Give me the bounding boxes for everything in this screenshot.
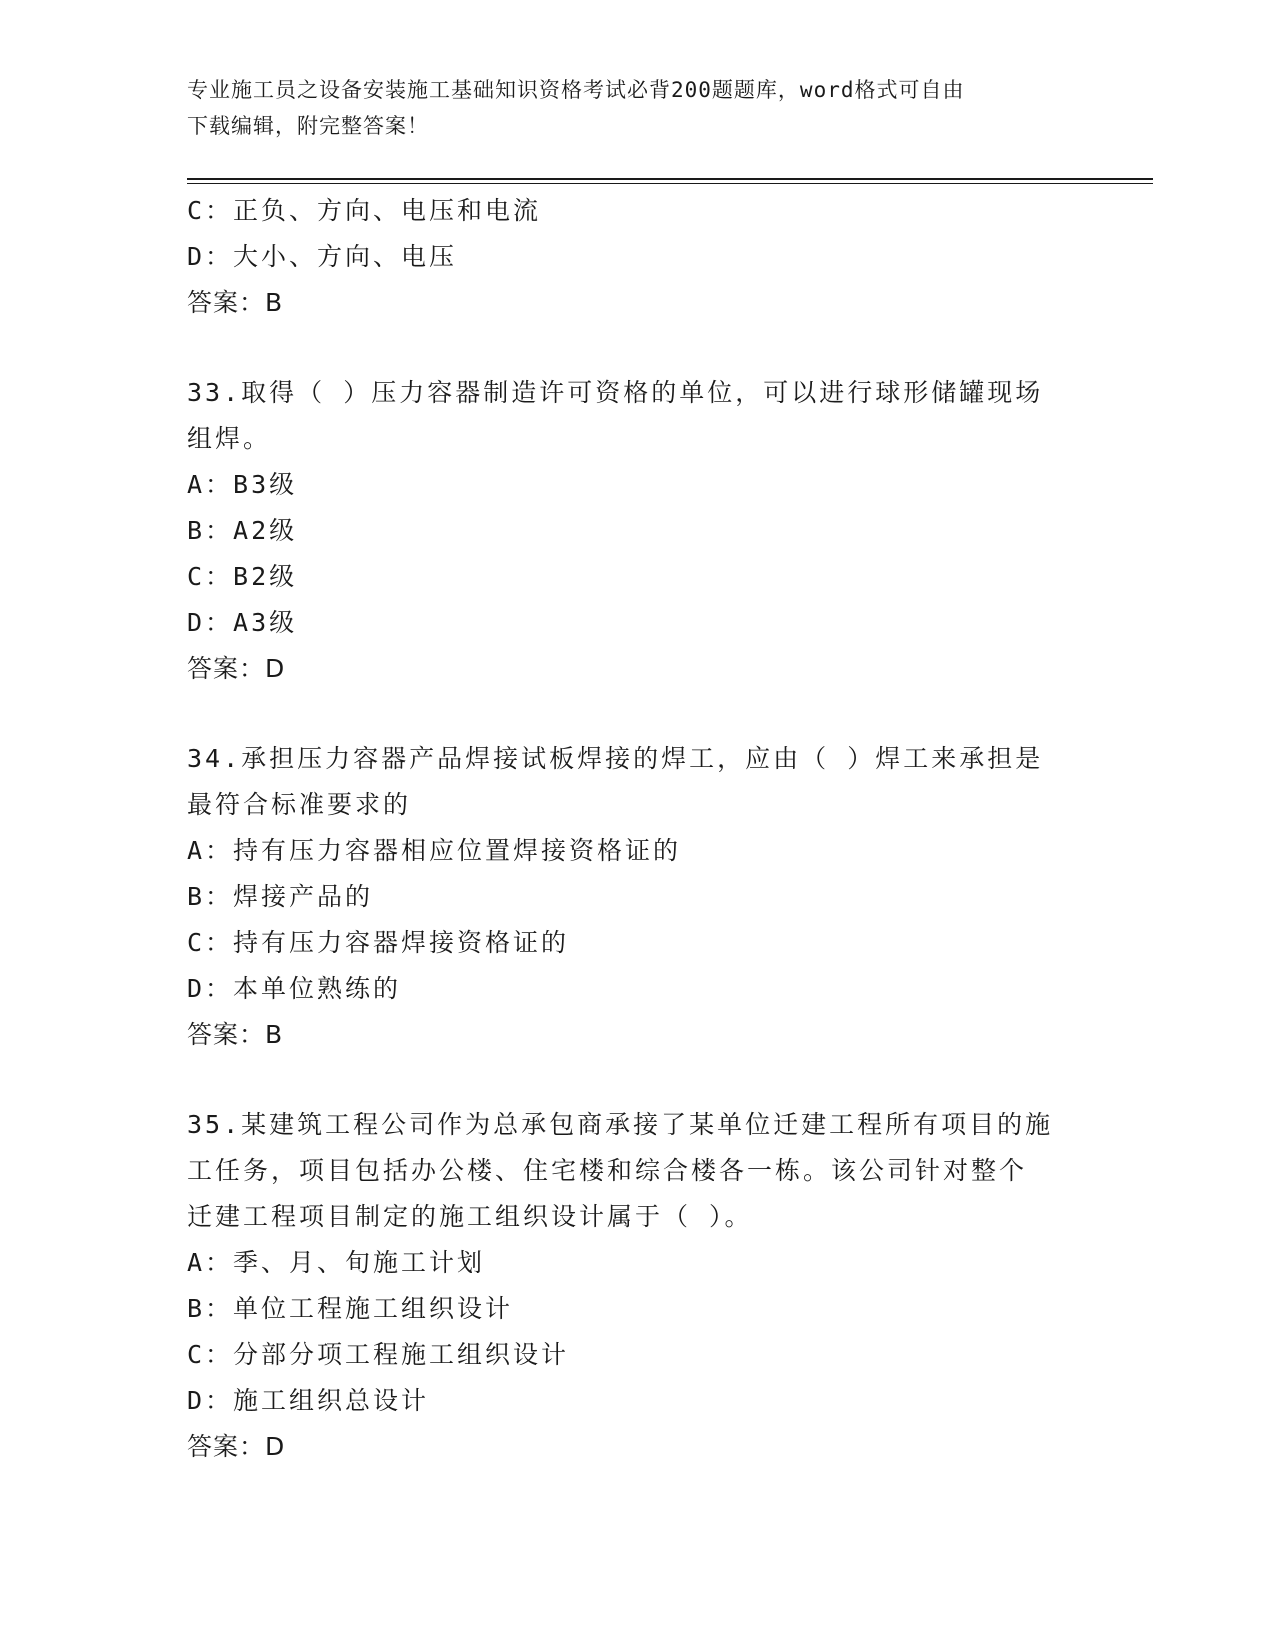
question-33: [187, 370, 1087, 692]
option-d: D：A3级: [187, 608, 298, 637]
spacer: [187, 326, 1087, 370]
question-stem-line: 33.取得（ ）压力容器制造许可资格的单位，可以进行球形储罐现场: [187, 378, 1044, 407]
question-stem-line: 最符合标准要求的: [187, 790, 412, 819]
option-c: C：分部分项工程施工组织设计: [187, 1340, 570, 1369]
question-35: [187, 1102, 1087, 1470]
question-34: [187, 736, 1087, 1058]
previous-question-tail: [187, 188, 1087, 326]
document-header: [187, 72, 1087, 144]
header-divider-thick: [187, 178, 1153, 180]
header-divider-thin: [187, 183, 1153, 184]
option-c: C：持有压力容器焊接资格证的: [187, 928, 570, 957]
spacer: [187, 692, 1087, 736]
option-b: B：焊接产品的: [187, 882, 374, 911]
spacer: [187, 1058, 1087, 1102]
option-d: D：本单位熟练的: [187, 974, 402, 1003]
option-d: D：大小、方向、电压: [187, 242, 458, 271]
answer-line: 答案：B: [187, 288, 284, 317]
answer-line: 答案：D: [187, 654, 286, 683]
answer-line: 答案：D: [187, 1432, 286, 1461]
question-stem-line: 34.承担压力容器产品焊接试板焊接的焊工，应由（ ）焊工来承担是: [187, 744, 1044, 773]
option-d: D：施工组织总设计: [187, 1386, 430, 1415]
question-content: [187, 188, 1087, 1470]
option-c: C：B2级: [187, 562, 298, 591]
question-stem-line: 工任务，项目包括办公楼、住宅楼和综合楼各一栋。该公司针对整个: [187, 1156, 1028, 1185]
answer-line: 答案：B: [187, 1020, 284, 1049]
option-c: C：正负、方向、电压和电流: [187, 196, 542, 225]
option-b: B：A2级: [187, 516, 298, 545]
header-line-1: 专业施工员之设备安装施工基础知识资格考试必背200题题库，word格式可自由: [187, 78, 965, 102]
question-stem-line: 组焊。: [187, 424, 272, 453]
question-stem-line: 迁建工程项目制定的施工组织设计属于（ ）。: [187, 1202, 753, 1231]
option-a: A：持有压力容器相应位置焊接资格证的: [187, 836, 682, 865]
header-line-2: 下载编辑，附完整答案！: [187, 114, 429, 138]
question-stem-line: 35.某建筑工程公司作为总承包商承接了某单位迁建工程所有项目的施: [187, 1110, 1054, 1139]
option-a: A：B3级: [187, 470, 298, 499]
option-a: A：季、月、旬施工计划: [187, 1248, 486, 1277]
option-b: B：单位工程施工组织设计: [187, 1294, 514, 1323]
